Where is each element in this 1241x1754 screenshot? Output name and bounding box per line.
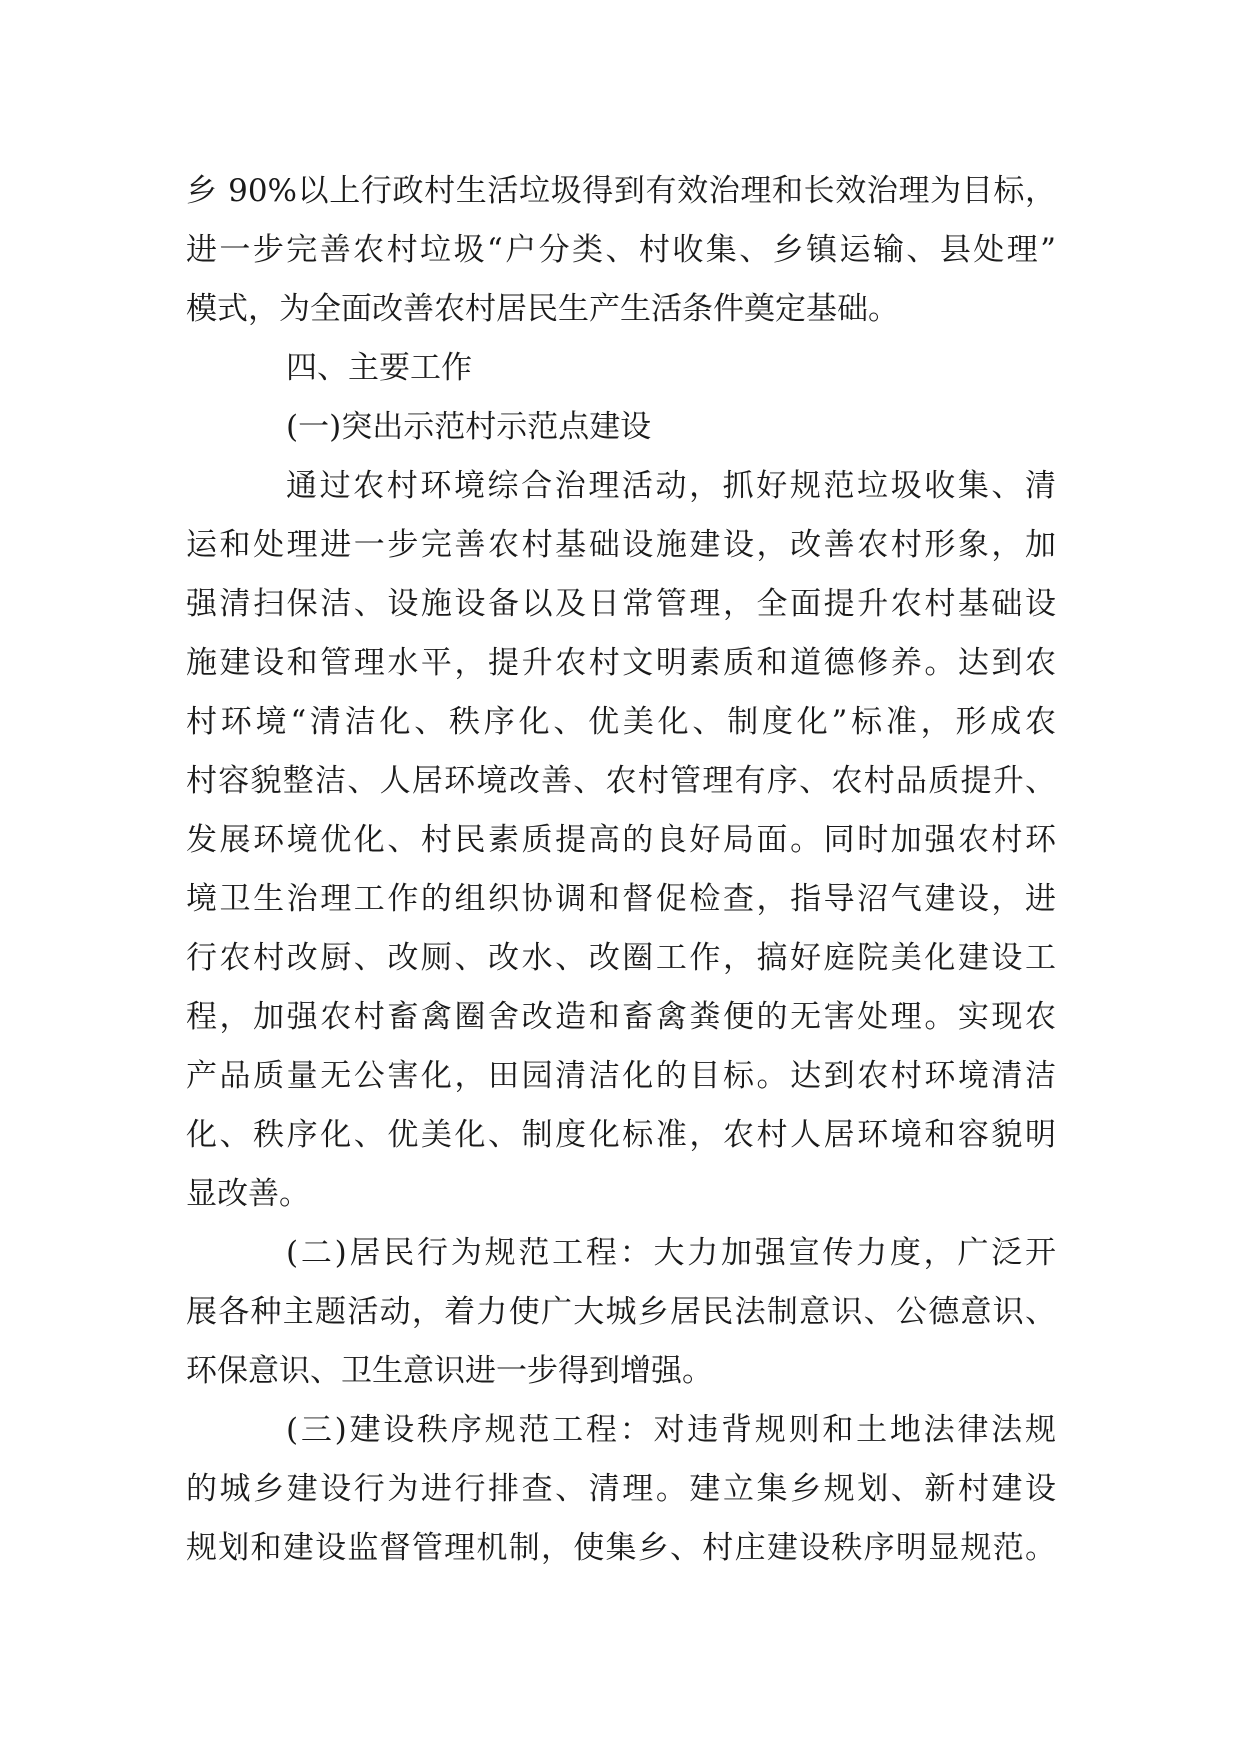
text-line: 环保意识、卫生意识进一步得到增强。 [186, 1353, 713, 1389]
text-line: 进一步完善农村垃圾“户分类、村收集、乡镇运输、县处理” [186, 232, 1056, 268]
text-line: 村环境“清洁化、秩序化、优美化、制度化”标准，形成农 [186, 704, 1056, 740]
text-line: 境卫生治理工作的组织协调和督促检查，指导沼气建设，进 [186, 881, 1056, 917]
text-line: 显改善。 [186, 1176, 310, 1212]
text-line: (二)居民行为规范工程：大力加强宣传力度，广泛开 [286, 1235, 1056, 1271]
text-line: 规划和建设监督管理机制，使集乡、村庄建设秩序明显规范。 [186, 1530, 1056, 1566]
text-line: 运和处理进一步完善农村基础设施建设，改善农村形象，加 [186, 527, 1056, 563]
text-line: 通过农村环境综合治理活动，抓好规范垃圾收集、清 [286, 468, 1056, 504]
text-line: 展各种主题活动，着力使广大城乡居民法制意识、公德意识、 [186, 1294, 1056, 1330]
body-text [186, 162, 1056, 1578]
text-line: 四、主要工作 [286, 350, 472, 386]
text-line: (一)突出示范村示范点建设 [286, 409, 652, 445]
text-line: 行农村改厨、改厕、改水、改圈工作，搞好庭院美化建设工 [186, 940, 1056, 976]
text-line: (三)建设秩序规范工程：对违背规则和土地法律法规 [286, 1412, 1056, 1448]
text-line: 产品质量无公害化，田园清洁化的目标。达到农村环境清洁 [186, 1058, 1056, 1094]
text-line: 村容貌整洁、人居环境改善、农村管理有序、农村品质提升、 [186, 763, 1056, 799]
text-line: 模式，为全面改善农村居民生产生活条件奠定基础。 [186, 291, 899, 327]
text-line: 强清扫保洁、设施设备以及日常管理，全面提升农村基础设 [186, 586, 1056, 622]
text-line: 乡 90%以上行政村生活垃圾得到有效治理和长效治理为目标， [186, 173, 1056, 209]
text-line: 的城乡建设行为进行排查、清理。建立集乡规划、新村建设 [186, 1471, 1056, 1507]
text-line: 施建设和管理水平，提升农村文明素质和道德修养。达到农 [186, 645, 1056, 681]
text-line: 化、秩序化、优美化、制度化标准，农村人居环境和容貌明 [186, 1117, 1056, 1153]
text-line: 发展环境优化、村民素质提高的良好局面。同时加强农村环 [186, 822, 1056, 858]
text-line: 程，加强农村畜禽圈舍改造和畜禽粪便的无害处理。实现农 [186, 999, 1056, 1035]
